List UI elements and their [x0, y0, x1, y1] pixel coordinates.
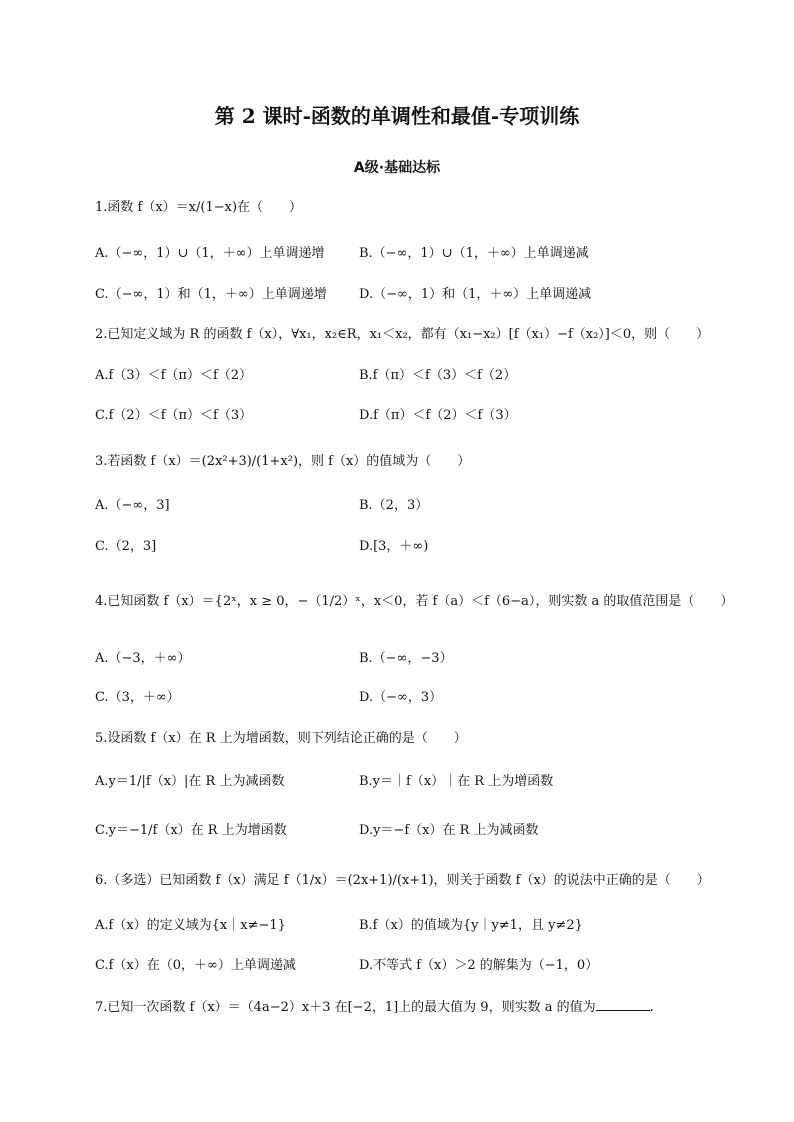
- question-4-stem: 4.已知函数 f（x）＝{2ˣ，x ≥ 0，−（1/2）ˣ，x＜0，若 f（a）＜f（6−a），则实数 a 的取值范围是（ ）: [95, 594, 734, 609]
- question-3-option-c: C.（2，3]: [95, 539, 157, 554]
- question-3-option-b: B.（2，3）: [359, 498, 429, 513]
- question-2-option-c: C.f（2）＜f（π）＜f（3）: [95, 408, 253, 423]
- question-5-option-b: B.y＝｜f（x）｜在 R 上为增函数: [359, 774, 554, 789]
- question-1-option-c: C.（−∞，1）和（1，＋∞）上单调递增: [95, 287, 327, 302]
- answer-blank[interactable]: [596, 998, 650, 1011]
- question-4-option-c: C.（3，＋∞）: [95, 690, 180, 705]
- question-3-option-a: A.（−∞，3]: [95, 498, 170, 513]
- page-title: 第 2 课时-函数的单调性和最值-专项训练: [214, 104, 580, 128]
- question-2-option-a: A.f（3）＜f（π）＜f（2）: [95, 368, 253, 383]
- question-6-stem: 6.（多选）已知函数 f（x）满足 f（1/x）＝(2x+1)/(x+1)，则关于函数 f（x）的说法中正确的是（ ）: [95, 873, 710, 888]
- question-5-stem: 5.设函数 f（x）在 R 上为增函数，则下列结论正确的是（ ）: [95, 731, 467, 746]
- question-4-option-d: D.（−∞，3）: [359, 690, 443, 705]
- question-2-option-d: D.f（π）＜f（2）＜f（3）: [359, 408, 517, 423]
- question-6-option-c: C.f（x）在（0，＋∞）上单调递减: [95, 958, 296, 973]
- question-5-option-a: A.y＝1/|f（x）|在 R 上为减函数: [95, 774, 285, 789]
- question-1-option-d: D.（−∞，1）和（1，＋∞）上单调递减: [359, 287, 592, 302]
- question-1-option-a: A.（−∞，1）∪（1，＋∞）上单调递增: [95, 246, 325, 261]
- question-3-stem: 3.若函数 f（x）＝(2x²+3)/(1+x²)，则 f（x）的值域为（ ）: [95, 454, 471, 469]
- question-6-option-d: D.不等式 f（x）＞2 的解集为（−1，0）: [359, 958, 599, 973]
- question-3-option-d: D.[3，＋∞): [359, 539, 429, 554]
- question-6-option-b: B.f（x）的值域为{y｜y≠1，且 y≠2}: [359, 918, 583, 933]
- question-1-option-b: B.（−∞，1）∪（1，＋∞）上单调递减: [359, 246, 589, 261]
- question-5-option-c: C.y＝−1/f（x）在 R 上为增函数: [95, 823, 287, 838]
- question-4-option-a: A.（−3，＋∞）: [95, 651, 191, 666]
- question-7-stem: 7.已知一次函数 f（x）＝（4a−2）x＋3 在[−2，1]上的最大值为 9，则实数 a 的值为: [95, 1000, 596, 1015]
- question-7: [95, 998, 654, 1017]
- question-7-period: .: [649, 1000, 654, 1015]
- question-2-option-b: B.f（π）＜f（3）＜f（2）: [359, 368, 517, 383]
- section-subtitle: A级·基础达标: [353, 160, 441, 176]
- question-5-option-d: D.y＝−f（x）在 R 上为减函数: [359, 823, 539, 838]
- question-6-option-a: A.f（x）的定义域为{x｜x≠−1}: [95, 918, 286, 933]
- question-1-stem: 1.函数 f（x）＝x/(1−x)在（ ）: [95, 200, 303, 215]
- question-2-stem: 2.已知定义域为 R 的函数 f（x），∀x₁，x₂∈R，x₁＜x₂，都有（x₁−x₂）[f（x₁）−f（x₂）]＜0，则（ ）: [95, 327, 710, 342]
- question-4-option-b: B.（−∞，−3）: [359, 651, 453, 666]
